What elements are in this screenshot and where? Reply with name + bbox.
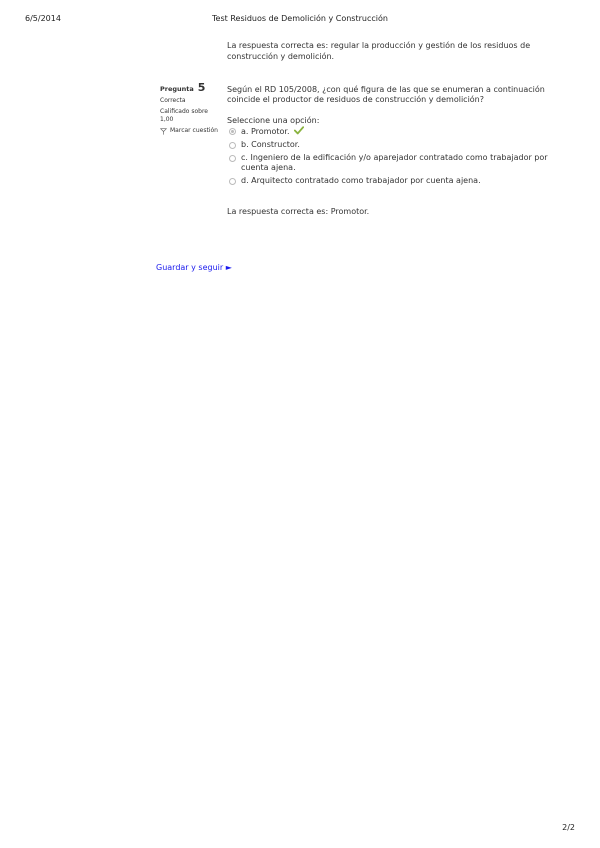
- question-label: Pregunta: [160, 85, 194, 93]
- correct-answer-feedback: La respuesta correcta es: Promotor.: [227, 207, 370, 216]
- flag-question-label: Marcar cuestión: [170, 127, 218, 134]
- option-a-text-wrap: [241, 126, 304, 137]
- question-text: Según el RD 105/2008, ¿con qué figura de las que se enumeran a continuación coincide el productor de residuos de construcción y demolición?: [227, 85, 545, 104]
- flag-icon: [160, 128, 167, 135]
- previous-correct-answer: La respuesta correcta es: regular la producción y gestión de los residuos de construcción y demolición.: [227, 41, 531, 61]
- option-a-radio[interactable]: [229, 128, 236, 135]
- option-b-radio[interactable]: [229, 142, 236, 149]
- option-a-label: a. Promotor.: [241, 127, 290, 136]
- page-number: 2/2: [562, 823, 575, 832]
- option-d-label: d. Arquitecto contratado como trabajador por cuenta ajena.: [241, 176, 481, 185]
- option-b[interactable]: [229, 140, 559, 150]
- question-info: [160, 81, 222, 135]
- option-b-label: b. Constructor.: [241, 140, 300, 149]
- answer-options: [229, 126, 559, 189]
- question-number: 5: [197, 81, 206, 94]
- print-date: 6/5/2014: [25, 14, 61, 23]
- option-d-radio[interactable]: [229, 178, 236, 185]
- option-a[interactable]: [229, 126, 559, 137]
- option-c-label: c. Ingeniero de la edificación y/o aparejador contratado como trabajador por cuenta ajena.: [241, 153, 548, 172]
- flag-question-button[interactable]: [160, 127, 222, 135]
- option-d[interactable]: [229, 176, 559, 186]
- question-number-row: [160, 81, 222, 94]
- answer-prompt: Seleccione una opción:: [227, 116, 320, 125]
- page-title: Test Residuos de Demolición y Construcción: [212, 14, 388, 23]
- question-grade: Calificado sobre 1,00: [160, 108, 208, 123]
- save-and-continue-link[interactable]: Guardar y seguir ►: [156, 263, 232, 272]
- option-c[interactable]: [229, 153, 559, 173]
- option-c-radio[interactable]: [229, 155, 236, 162]
- question-status: Correcta: [160, 97, 186, 104]
- correct-check-icon: [294, 126, 304, 135]
